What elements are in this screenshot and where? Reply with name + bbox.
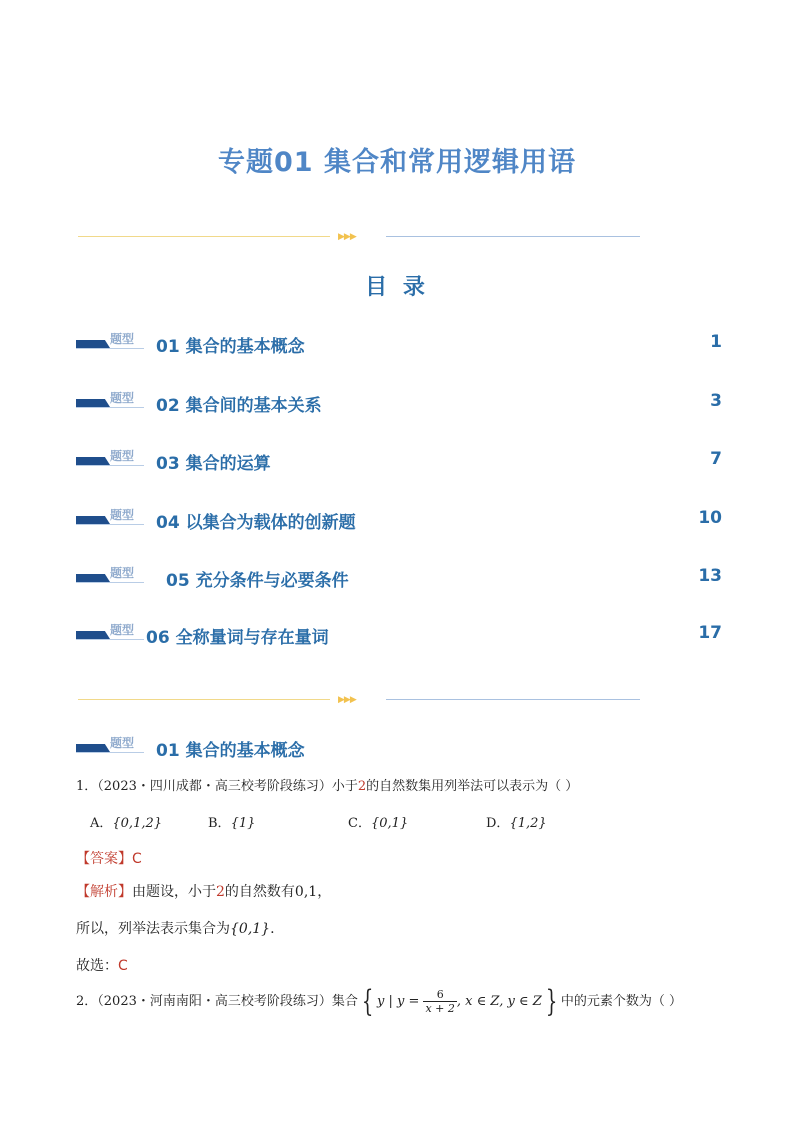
question-2-stem: 2．（2023・河南南阳・高三校考阶段练习）集合 { y | y = $\frac{6}{x + 2}$ , x ∈ Z, y ∈ Z } 中的元素个数为（ ） <box>76 983 682 1019</box>
toc-page: 17 <box>698 623 722 643</box>
section-badge-icon: 题型 <box>76 391 144 407</box>
question-1-stem: 1．（2023・四川成都・高三校考阶段练习）小于2的自然数集用列举法可以表示为（ ） <box>76 779 579 794</box>
toc-label: 01 集合的基本概念 <box>156 337 305 357</box>
toc-item[interactable] <box>76 623 722 647</box>
toc-page: 3 <box>710 391 722 411</box>
section-badge-icon: 题型 <box>76 623 144 639</box>
answer-line: 【答案】C <box>76 851 142 867</box>
toc-page: 10 <box>698 508 722 528</box>
option-a: A．{0,1,2} <box>90 816 163 831</box>
section-label: 01 集合的基本概念 <box>156 741 305 761</box>
section-badge-icon: 题型 <box>76 449 144 465</box>
section-badge-icon: 题型 <box>76 736 144 752</box>
option-b: B．{1} <box>208 816 256 831</box>
toc-item[interactable] <box>76 332 722 356</box>
section-badge-icon: 题型 <box>76 566 144 582</box>
page-title: 专题01 集合和常用逻辑用语 <box>218 147 576 178</box>
analysis-line-2: 所以，列举法表示集合为{0,1}. <box>76 921 275 937</box>
toc-heading: 目 录 <box>365 275 429 300</box>
analysis-line: 【解析】由题设，小于2的自然数有0,1， <box>76 884 332 900</box>
toc-item[interactable] <box>76 508 722 532</box>
toc-label: 03 集合的运算 <box>156 454 271 474</box>
toc-page: 13 <box>698 566 722 586</box>
section-badge-icon: 题型 <box>76 332 144 348</box>
section-badge-icon: 题型 <box>76 508 144 524</box>
section-heading <box>76 736 722 760</box>
divider-top <box>78 232 640 242</box>
toc-page: 1 <box>710 332 722 352</box>
option-c: C．{0,1} <box>348 816 409 831</box>
divider-bottom <box>78 695 640 705</box>
option-d: D．{1,2} <box>486 816 547 831</box>
toc-label: 04 以集合为载体的创新题 <box>156 513 356 533</box>
arrow-icon: ▶▶▶ <box>338 232 356 242</box>
arrow-icon: ▶▶▶ <box>338 695 356 705</box>
toc-label: 05 充分条件与必要条件 <box>166 571 349 591</box>
toc-item[interactable] <box>76 391 722 415</box>
toc-item[interactable] <box>76 449 722 473</box>
choose-line: 故选：C <box>76 958 128 974</box>
toc-label: 02 集合间的基本关系 <box>156 396 322 416</box>
fraction: $\frac{6}{x + 2}$ <box>425 988 455 1015</box>
toc-item[interactable] <box>76 566 722 590</box>
toc-page: 7 <box>710 449 722 469</box>
toc-label: 06 全称量词与存在量词 <box>146 628 329 648</box>
